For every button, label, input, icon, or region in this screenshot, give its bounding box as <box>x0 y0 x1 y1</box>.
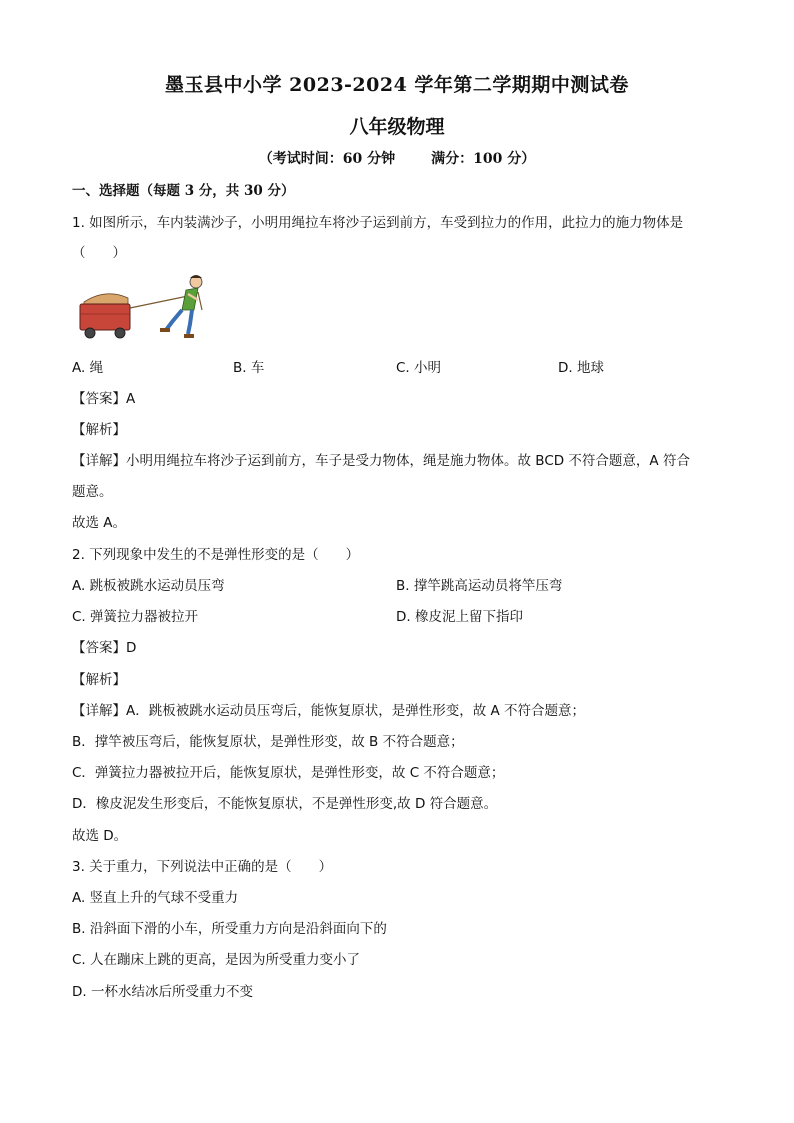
q2-option-a: A. 跳板被跳水运动员压弯 <box>72 578 225 594</box>
q1-stem-line2: （ ） <box>72 245 126 261</box>
q2-detail-line4: D．橡皮泥发生形变后，不能恢复原状，不是弹性形变,故 D 符合题意。 <box>72 796 498 812</box>
q1-option-b: B. 车 <box>233 360 265 376</box>
q2-option-c: C. 弹簧拉力器被拉开 <box>72 609 199 625</box>
q1-analysis: 【解析】 <box>72 422 126 438</box>
q1-option-d: D. 地球 <box>558 360 604 376</box>
q2-detail-line2: B．撑竿被压弯后，能恢复原状，是弹性形变，故 B 不符合题意； <box>72 734 464 750</box>
q3-option-b: B. 沿斜面下滑的小车，所受重力方向是沿斜面向下的 <box>72 921 387 937</box>
q2-stem: 2. 下列现象中发生的不是弹性形变的是（ ） <box>72 547 360 563</box>
q3-option-c: C. 人在蹦床上跳的更高，是因为所受重力变小了 <box>72 952 361 968</box>
q2-conclusion: 故选 D。 <box>72 828 128 844</box>
section-heading: 一、选择题（每题 3 分，共 30 分） <box>72 183 295 199</box>
cart-pulling-illustration <box>76 270 216 346</box>
q2-analysis: 【解析】 <box>72 672 126 688</box>
q1-answer: 【答案】A <box>72 391 136 407</box>
q2-answer: 【答案】D <box>72 640 137 656</box>
q1-conclusion: 故选 A。 <box>72 515 127 531</box>
q3-stem: 3. 关于重力，下列说法中正确的是（ ） <box>72 859 333 875</box>
q1-detail-line1: 【详解】小明用绳拉车将沙子运到前方，车子是受力物体，绳是施力物体。故 BCD 不符合题意，A 符合 <box>72 453 690 469</box>
q2-option-d: D. 橡皮泥上留下指印 <box>396 609 523 625</box>
q1-option-c: C. 小明 <box>396 360 442 376</box>
exam-subtitle: 八年级物理 <box>349 116 445 138</box>
q2-detail-line1: 【详解】A．跳板被跳水运动员压弯后，能恢复原状，是弹性形变，故 A 不符合题意； <box>72 703 586 719</box>
exam-time: （考试时间：60 分钟 <box>258 151 396 167</box>
q1-option-a: A. 绳 <box>72 360 104 376</box>
exam-info <box>0 148 794 168</box>
q2-detail-line3: C．弹簧拉力器被拉开后，能恢复原状，是弹性形变，故 C 不符合题意； <box>72 765 505 781</box>
exam-title: 墨玉县中小学 2023-2024 学年第二学期期中测试卷 <box>165 74 629 96</box>
q3-option-a: A. 竖直上升的气球不受重力 <box>72 890 239 906</box>
q2-option-b: B. 撑竿跳高运动员将竿压弯 <box>396 578 563 594</box>
q3-option-d: D. 一杯水结冰后所受重力不变 <box>72 984 253 1000</box>
q1-detail-line2: 题意。 <box>72 484 113 500</box>
full-score: 满分：100 分） <box>431 151 536 167</box>
q1-stem-line1: 1. 如图所示，车内装满沙子，小明用绳拉车将沙子运到前方，车受到拉力的作用，此拉力的施力物体是 <box>72 215 684 231</box>
